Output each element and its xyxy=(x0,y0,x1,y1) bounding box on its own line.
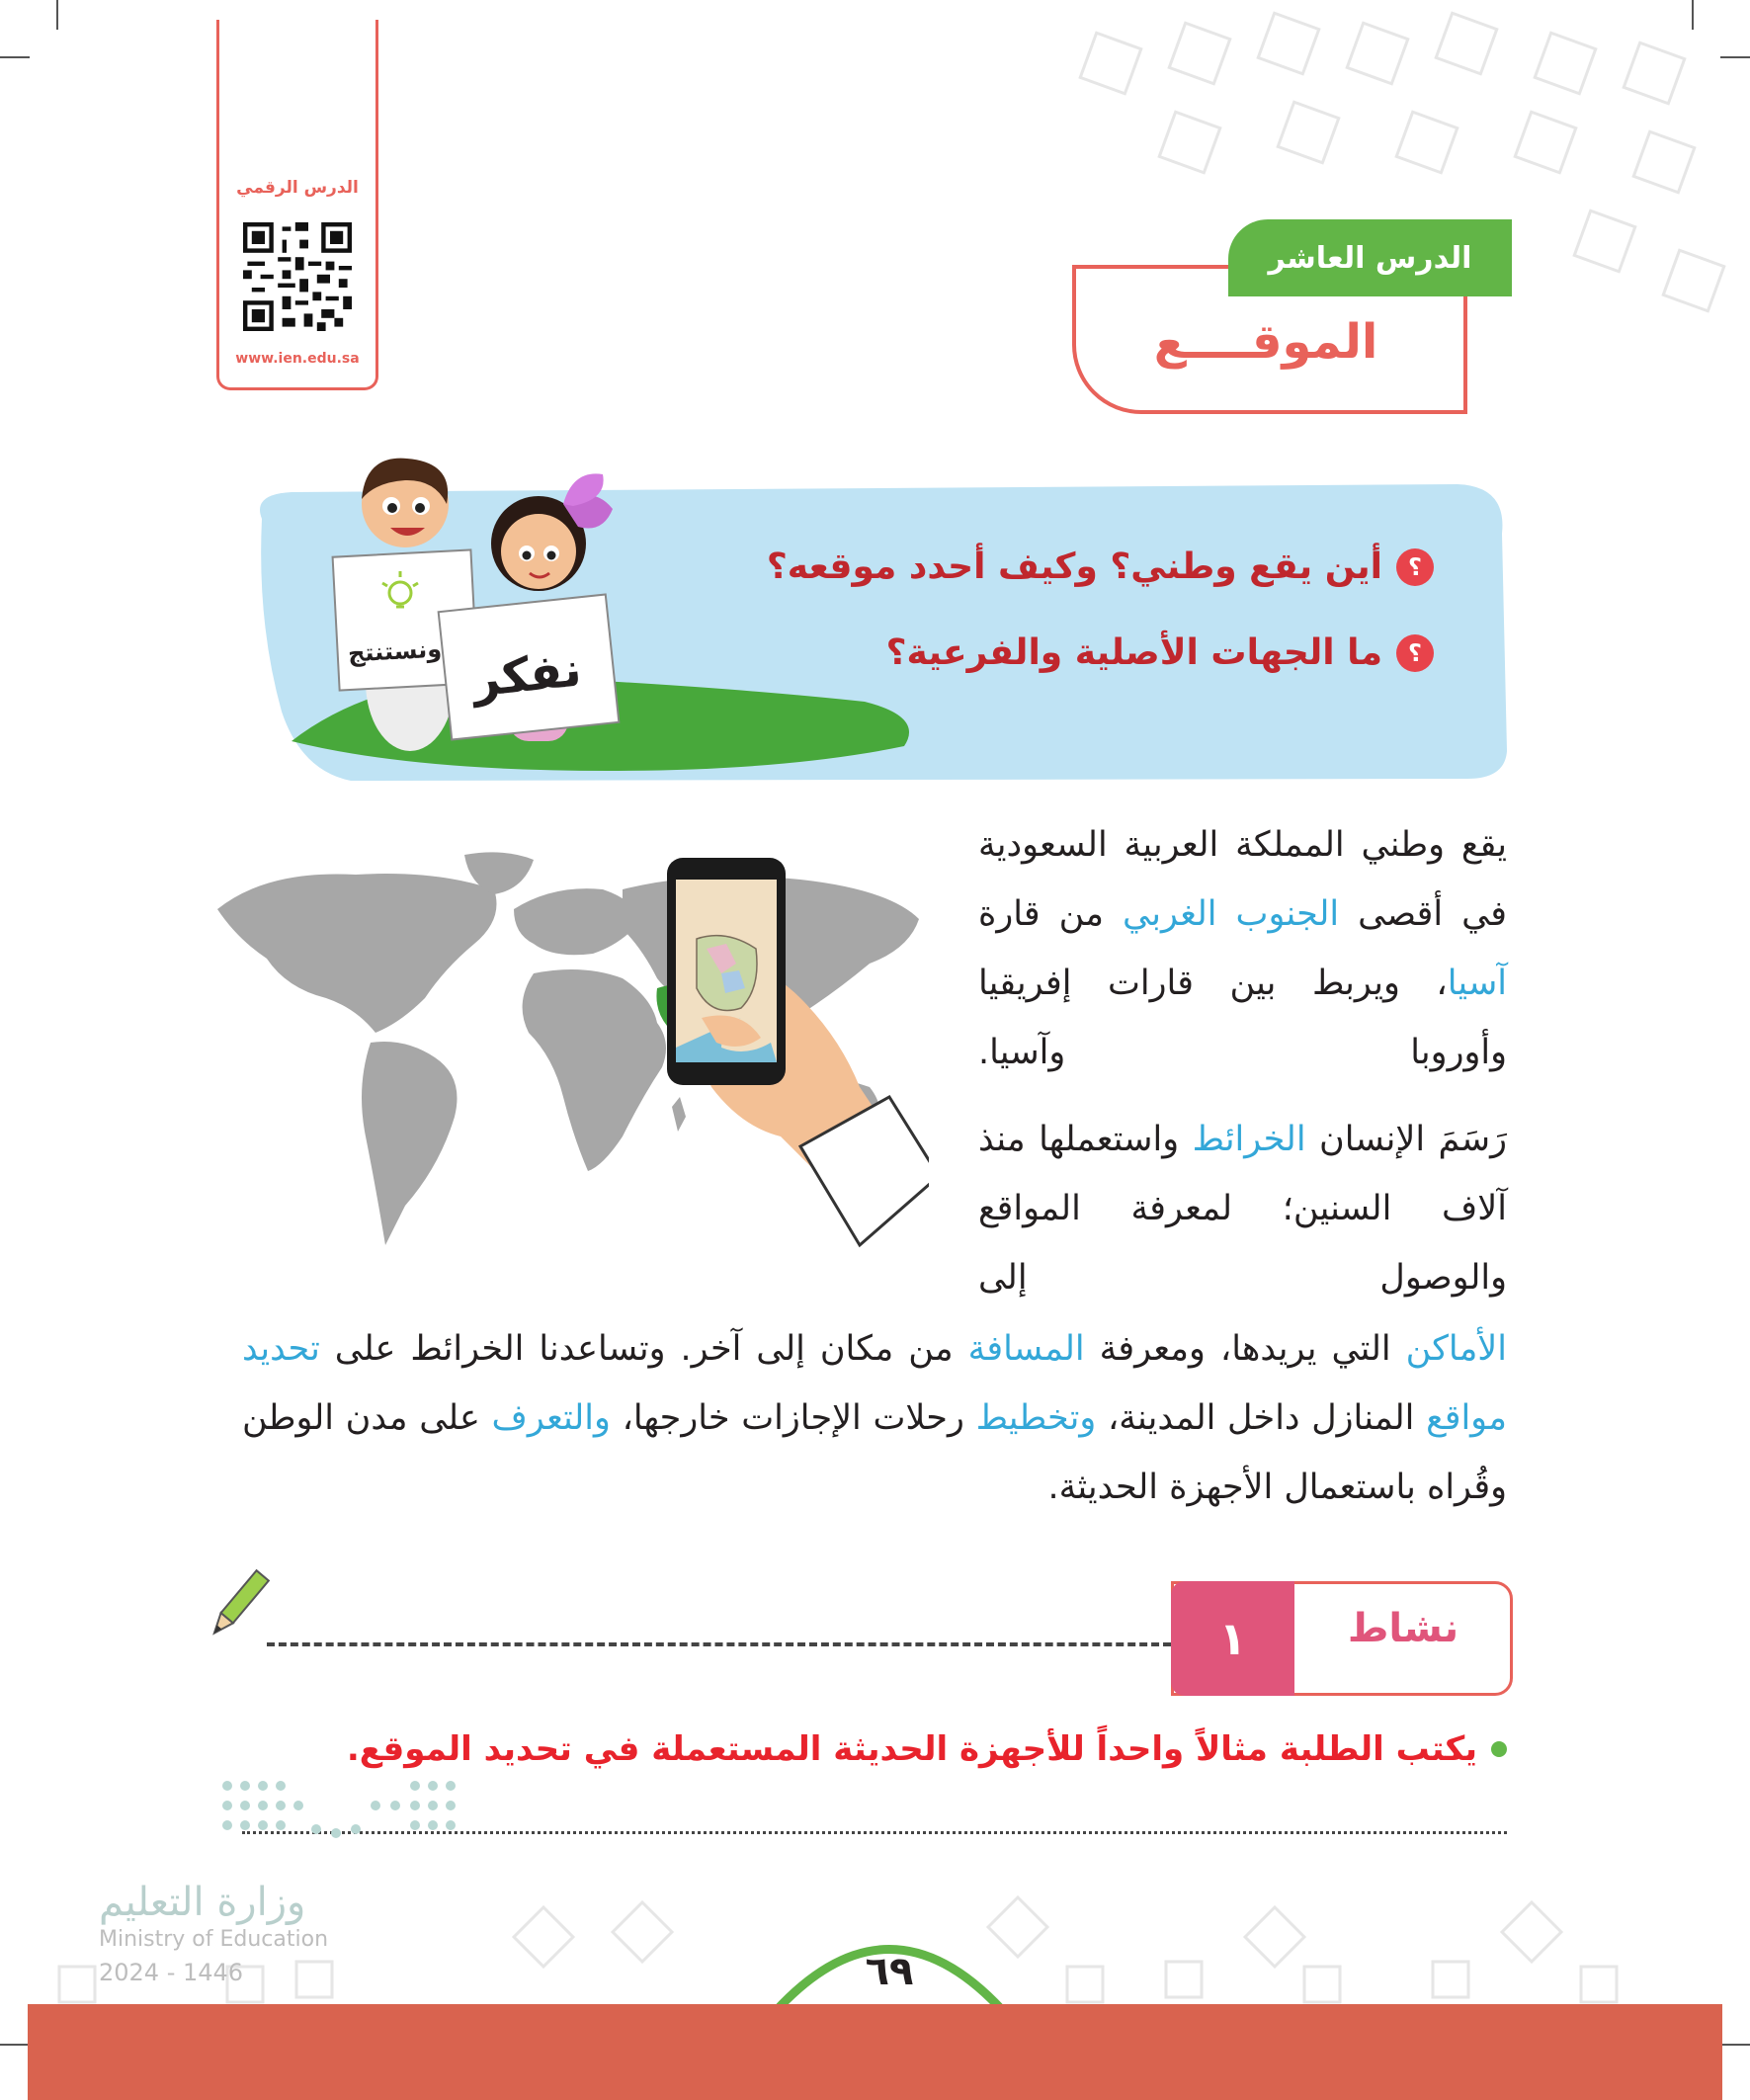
footer-bar xyxy=(28,2004,1722,2100)
text-run: التي يريدها، ومعرفة xyxy=(1084,1329,1406,1369)
highlight-term: تحديد مواقع xyxy=(242,1329,1508,1438)
activity-dashed-line xyxy=(267,1642,1171,1646)
text-run: المنازل داخل المدينة، xyxy=(1096,1398,1427,1438)
text-run: واستعملها منذ آلاف السنين؛ لمعرفة المواقع والوصول إلى xyxy=(978,1120,1507,1298)
sign-think: نفكر xyxy=(469,641,584,709)
question-text: ما الجهات الأصلية والفرعية؟ xyxy=(885,632,1382,673)
highlight-term: آسيا xyxy=(1447,964,1507,1003)
pencil-icon xyxy=(203,1566,272,1645)
kids-illustration xyxy=(296,445,672,761)
activity-answer xyxy=(347,1729,1507,1769)
world-map-illustration xyxy=(208,850,929,1265)
highlight-term: وتخطيط xyxy=(975,1398,1097,1438)
answer-text: يكتب الطلبة مثالاً واحداً للأجهزة الحديثة المستعملة في تحديد الموقع. xyxy=(346,1729,1477,1769)
digital-lesson-title: الدرس الرقمي xyxy=(236,178,359,198)
digital-lesson-url[interactable]: www.ien.edu.sa xyxy=(235,351,360,367)
sign-conclude: ونستنتج xyxy=(347,634,443,668)
question-1 xyxy=(767,546,1434,587)
page-number: ٦٩ xyxy=(865,1949,914,1994)
edition-year: 2024 - 1446 xyxy=(99,1959,244,1986)
activity-number: ١ xyxy=(1171,1581,1294,1696)
question-icon: ؟ xyxy=(1396,548,1434,586)
text-run: على مدن الوطن وقُراه باستعمال الأجهزة الحديثة. xyxy=(242,1398,1507,1507)
lesson-number-tab: الدرس العاشر xyxy=(1228,219,1512,296)
text-run: رحلات الإجازات خارجها، xyxy=(610,1398,976,1438)
digital-lesson-panel xyxy=(216,20,378,390)
activity-label: نشاط xyxy=(1347,1606,1459,1651)
highlight-term: الخرائط xyxy=(1192,1120,1306,1159)
ministry-logo-dots xyxy=(217,1774,474,1853)
ministry-name-english: Ministry of Education xyxy=(99,1927,329,1952)
question-text: أين يقع وطني؟ وكيف أحدد موقعه؟ xyxy=(766,546,1382,587)
qr-code-icon[interactable] xyxy=(243,222,352,331)
bullet-icon xyxy=(1491,1741,1507,1757)
text-run: رَسَمَ الإنسان xyxy=(1305,1120,1507,1159)
paragraph-1 xyxy=(978,810,1507,1087)
ministry-name-arabic: وزارة التعليم xyxy=(99,1880,306,1925)
highlight-term: الجنوب الغربي xyxy=(1123,894,1340,934)
question-2 xyxy=(886,632,1434,673)
text-run: من قارة xyxy=(978,894,1124,934)
question-icon: ؟ xyxy=(1396,634,1434,672)
highlight-term: والتعرف xyxy=(491,1398,611,1438)
paragraph-2 xyxy=(978,1105,1507,1312)
paragraph-3 xyxy=(242,1314,1507,1522)
highlight-term: المسافة xyxy=(967,1329,1085,1369)
highlight-term: الأماكن xyxy=(1405,1329,1507,1369)
text-run: يقع وطني المملكة العربية السعودية في أقصى xyxy=(978,825,1507,934)
lesson-title: الموقــــع xyxy=(1153,314,1378,370)
text-run: من مكان إلى آخر. وتساعدنا الخرائط على xyxy=(319,1329,968,1369)
text-run: ، ويربط بين قارات إفريقيا وأوروبا وآسيا. xyxy=(978,964,1507,1072)
